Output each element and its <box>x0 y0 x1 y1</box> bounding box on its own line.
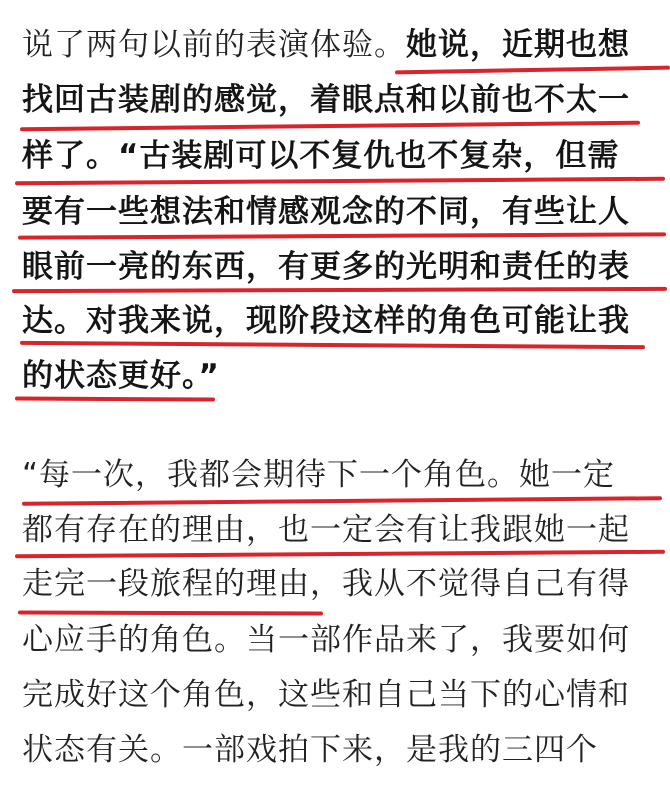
text-segment: “每一次，我都会期待下一个角色。她一定 <box>22 457 616 493</box>
text-line <box>22 296 662 346</box>
text-line <box>22 242 662 292</box>
text-segment: 走完一段旅程的理由，我从不觉得自己有得 <box>22 566 630 602</box>
red-underline-mark <box>12 287 667 293</box>
emphasized-text-segment: 达。对我来说，现阶段这样的角色可能让我 <box>22 303 630 339</box>
emphasized-text-segment: 她说，近期也想 <box>406 27 630 63</box>
text-line <box>22 450 662 500</box>
emphasized-text-segment: 的状态更好。” <box>22 358 220 394</box>
text-line <box>22 725 662 775</box>
text-line <box>22 351 662 401</box>
text-segment: 都有存在的理由，也一定会有让我跟她一起 <box>22 512 630 548</box>
text-line <box>22 187 662 237</box>
text-line <box>22 131 662 181</box>
text-segment: 完成好这个角色，这些和自己当下的心情和 <box>22 677 630 713</box>
text-segment: 说了两句以前的表演体验。 <box>22 27 406 63</box>
text-line <box>22 505 662 555</box>
text-segment: 心应手的角色。当一部作品来了，我要如何 <box>22 622 630 658</box>
text-line <box>22 20 662 70</box>
emphasized-text-segment: 样了。“古装剧可以不复仇也不复杂，但需 <box>22 138 620 174</box>
emphasized-text-segment: 找回古装剧的感觉，着眼点和以前也不太一 <box>22 82 630 118</box>
text-line <box>22 559 662 609</box>
text-line <box>22 615 662 665</box>
emphasized-text-segment: 要有一些想法和情感观念的不同，有些让人 <box>22 194 630 230</box>
emphasized-text-segment: 眼前一亮的东西，有更多的光明和责任的表 <box>22 249 630 285</box>
text-segment: 状态有关。一部戏拍下来，是我的三四个 <box>22 732 598 768</box>
text-line <box>22 670 662 720</box>
text-line <box>22 75 662 125</box>
